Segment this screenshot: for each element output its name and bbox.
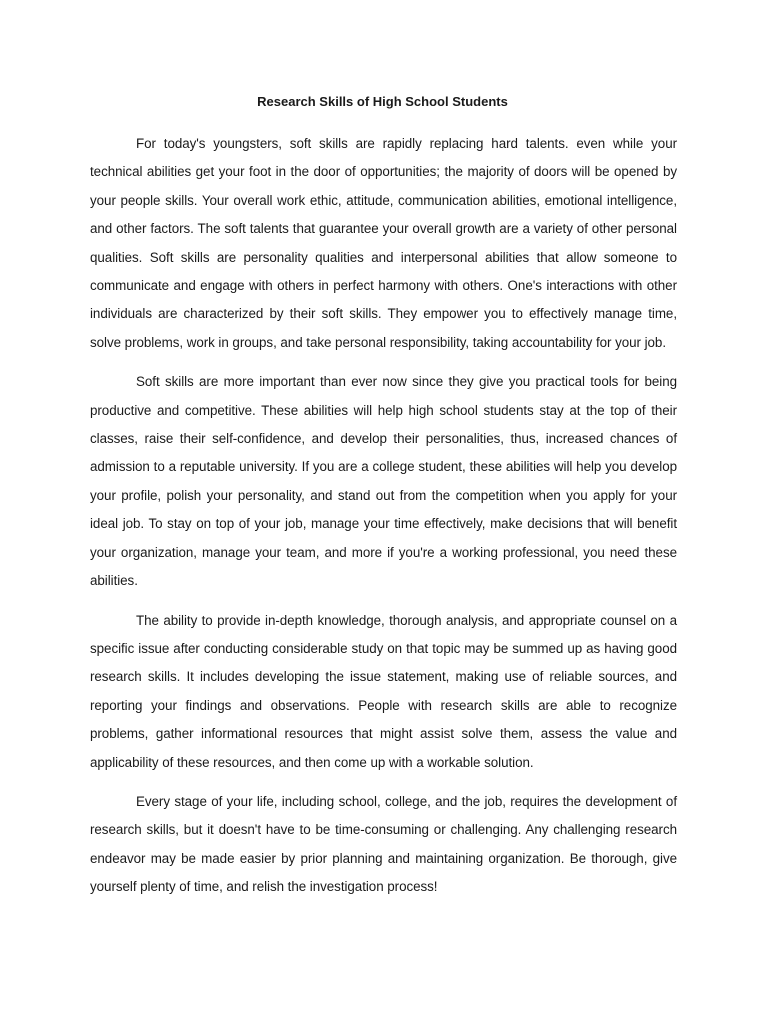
paragraph-3: The ability to provide in-depth knowledge, thorough analysis, and appropriate counsel on a specific issue after conducting considerable study on that topic may be summed up as having good research skills. It includes developing the issue statement, making use of reliable sources, and reporting your findings and observations. People with research skills are able to recognize problems, gather informational resources that might assist solve them, assess the value and applicability of these resources, and then come up with a workable solution. [90,612,677,770]
paragraph-4: Every stage of your life, including school, college, and the job, requires the development of research skills, but it doesn't have to be time-consuming or challenging. Any challenging research endeavor may be made easier by prior planning and maintaining organization. Be thorough, give yourself plenty of time, and relish the investigation process! [90,793,677,895]
document-title: Research Skills of High School Students [257,94,508,109]
paragraph-1: For today's youngsters, soft skills are rapidly replacing hard talents. even while your technical abilities get your foot in the door of opportunities; the majority of doors will be opened by your people skills. Your overall work ethic, attitude, communication abilities, emotional intelligence, and other factors. The soft talents that guarantee your overall growth are a variety of other personal qualities. Soft skills are personality qualities and interpersonal abilities that allow someone to communicate and engage with others in perfect harmony with others. One's interactions with other individuals are characterized by their soft skills. They empower you to effectively manage time, solve problems, work in groups, and take personal responsibility, taking accountability for your job. [90,136,677,350]
paragraph-2: Soft skills are more important than ever now since they give you practical tools for being productive and competitive. These abilities will help high school students stay at the top of their classes, raise their self-confidence, and develop their personalities, thus, increased chances of admission to a reputable university. If you are a college student, these abilities will help you develop your profile, polish your personality, and stand out from the competition when you apply for your ideal job. To stay on top of your job, manage your time effectively, make decisions that will benefit your organization, manage your team, and more if you're a working professional, you need these abilities. [90,374,677,589]
